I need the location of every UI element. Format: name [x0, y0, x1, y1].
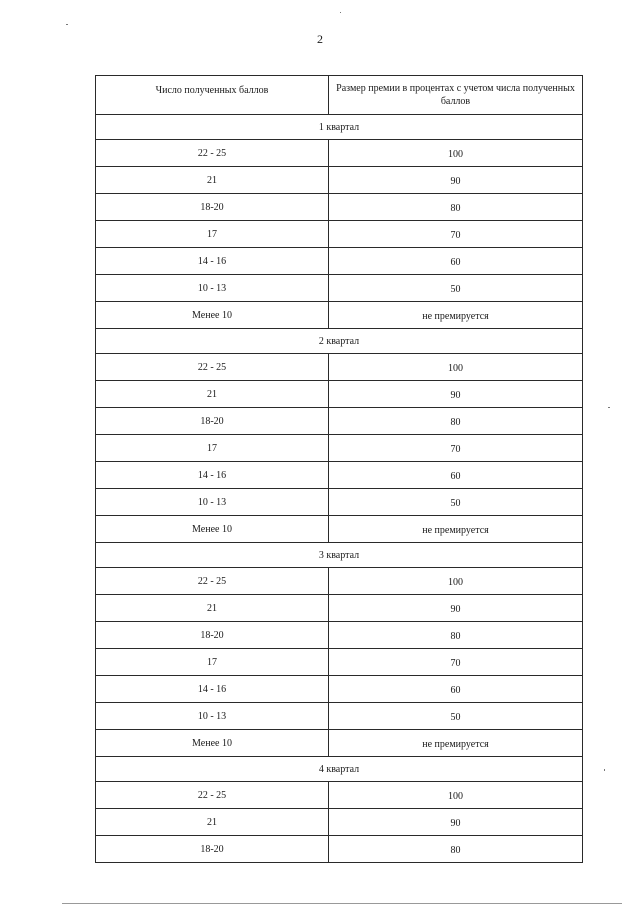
quarter-row — [96, 115, 583, 140]
quarter-row — [96, 543, 583, 568]
score-range-cell: Менее 10 — [96, 516, 329, 543]
quarter-row — [96, 329, 583, 354]
scan-speck — [66, 24, 68, 25]
quarter-title: 3 квартал — [96, 543, 583, 568]
bonus-percent-cell: 100 — [329, 568, 583, 595]
score-range-cell: 10 - 13 — [96, 703, 329, 730]
bonus-percent-cell: 90 — [329, 167, 583, 194]
scan-speck — [608, 407, 610, 408]
score-range-cell: 21 — [96, 381, 329, 408]
table-row — [96, 782, 583, 809]
bonus-percent-cell: 50 — [329, 275, 583, 302]
table-body — [96, 115, 583, 863]
score-range-cell: 22 - 25 — [96, 568, 329, 595]
bonus-percent-cell: 100 — [329, 140, 583, 167]
table-row — [96, 836, 583, 863]
bonus-percent-cell: 60 — [329, 462, 583, 489]
table-row — [96, 462, 583, 489]
bonus-percent-cell: 90 — [329, 381, 583, 408]
table-row — [96, 221, 583, 248]
table-row — [96, 676, 583, 703]
score-range-cell: 17 — [96, 435, 329, 462]
score-range-cell: 21 — [96, 809, 329, 836]
table-row — [96, 435, 583, 462]
bonus-percent-cell: 80 — [329, 194, 583, 221]
page-number: 2 — [317, 32, 323, 46]
table-row — [96, 302, 583, 329]
score-range-cell: 10 - 13 — [96, 489, 329, 516]
table-row — [96, 381, 583, 408]
score-range-cell: 22 - 25 — [96, 140, 329, 167]
table-row — [96, 595, 583, 622]
score-range-cell: 10 - 13 — [96, 275, 329, 302]
quarter-title: 1 квартал — [96, 115, 583, 140]
table-row — [96, 167, 583, 194]
table-row — [96, 622, 583, 649]
score-range-cell: 14 - 16 — [96, 248, 329, 275]
bonus-percent-cell: 80 — [329, 622, 583, 649]
bonus-percent-cell: 100 — [329, 782, 583, 809]
bonus-percent-cell: 50 — [329, 489, 583, 516]
bonus-percent-cell: 90 — [329, 595, 583, 622]
bonus-percent-cell: 50 — [329, 703, 583, 730]
scan-speck — [340, 12, 341, 13]
bonus-table — [95, 75, 583, 863]
bonus-percent-cell: 60 — [329, 248, 583, 275]
scan-speck — [604, 769, 605, 771]
score-range-cell: 14 - 16 — [96, 462, 329, 489]
score-range-cell: 21 — [96, 595, 329, 622]
table-row — [96, 194, 583, 221]
score-range-cell: Менее 10 — [96, 730, 329, 757]
scan-bottom-edge — [62, 903, 622, 904]
bonus-percent-cell: 70 — [329, 221, 583, 248]
header-percent: Размер премии в процентах с учетом числа полученных баллов — [329, 76, 583, 115]
table-row — [96, 248, 583, 275]
quarter-row — [96, 757, 583, 782]
bonus-percent-cell: 70 — [329, 435, 583, 462]
bonus-percent-cell: 100 — [329, 354, 583, 381]
score-range-cell: 18-20 — [96, 836, 329, 863]
table-row — [96, 489, 583, 516]
score-range-cell: 18-20 — [96, 622, 329, 649]
table-row — [96, 140, 583, 167]
table-row — [96, 730, 583, 757]
score-range-cell: 21 — [96, 167, 329, 194]
score-range-cell: 22 - 25 — [96, 782, 329, 809]
table-row — [96, 809, 583, 836]
bonus-percent-cell: 80 — [329, 408, 583, 435]
table-row — [96, 516, 583, 543]
score-range-cell: 18-20 — [96, 194, 329, 221]
score-range-cell: Менее 10 — [96, 302, 329, 329]
bonus-percent-cell: не премируется — [329, 302, 583, 329]
table-row — [96, 703, 583, 730]
quarter-title: 2 квартал — [96, 329, 583, 354]
bonus-percent-cell: 90 — [329, 809, 583, 836]
score-range-cell: 14 - 16 — [96, 676, 329, 703]
table-row — [96, 408, 583, 435]
table-header-row — [96, 76, 583, 115]
bonus-percent-cell: 60 — [329, 676, 583, 703]
score-range-cell: 17 — [96, 221, 329, 248]
bonus-percent-cell: 80 — [329, 836, 583, 863]
table-row — [96, 354, 583, 381]
table-row — [96, 275, 583, 302]
header-score: Число полученных баллов — [96, 76, 329, 115]
bonus-percent-cell: не премируется — [329, 730, 583, 757]
bonus-percent-cell: 70 — [329, 649, 583, 676]
table-row — [96, 568, 583, 595]
score-range-cell: 22 - 25 — [96, 354, 329, 381]
score-range-cell: 17 — [96, 649, 329, 676]
table-row — [96, 649, 583, 676]
bonus-percent-cell: не премируется — [329, 516, 583, 543]
score-range-cell: 18-20 — [96, 408, 329, 435]
quarter-title: 4 квартал — [96, 757, 583, 782]
